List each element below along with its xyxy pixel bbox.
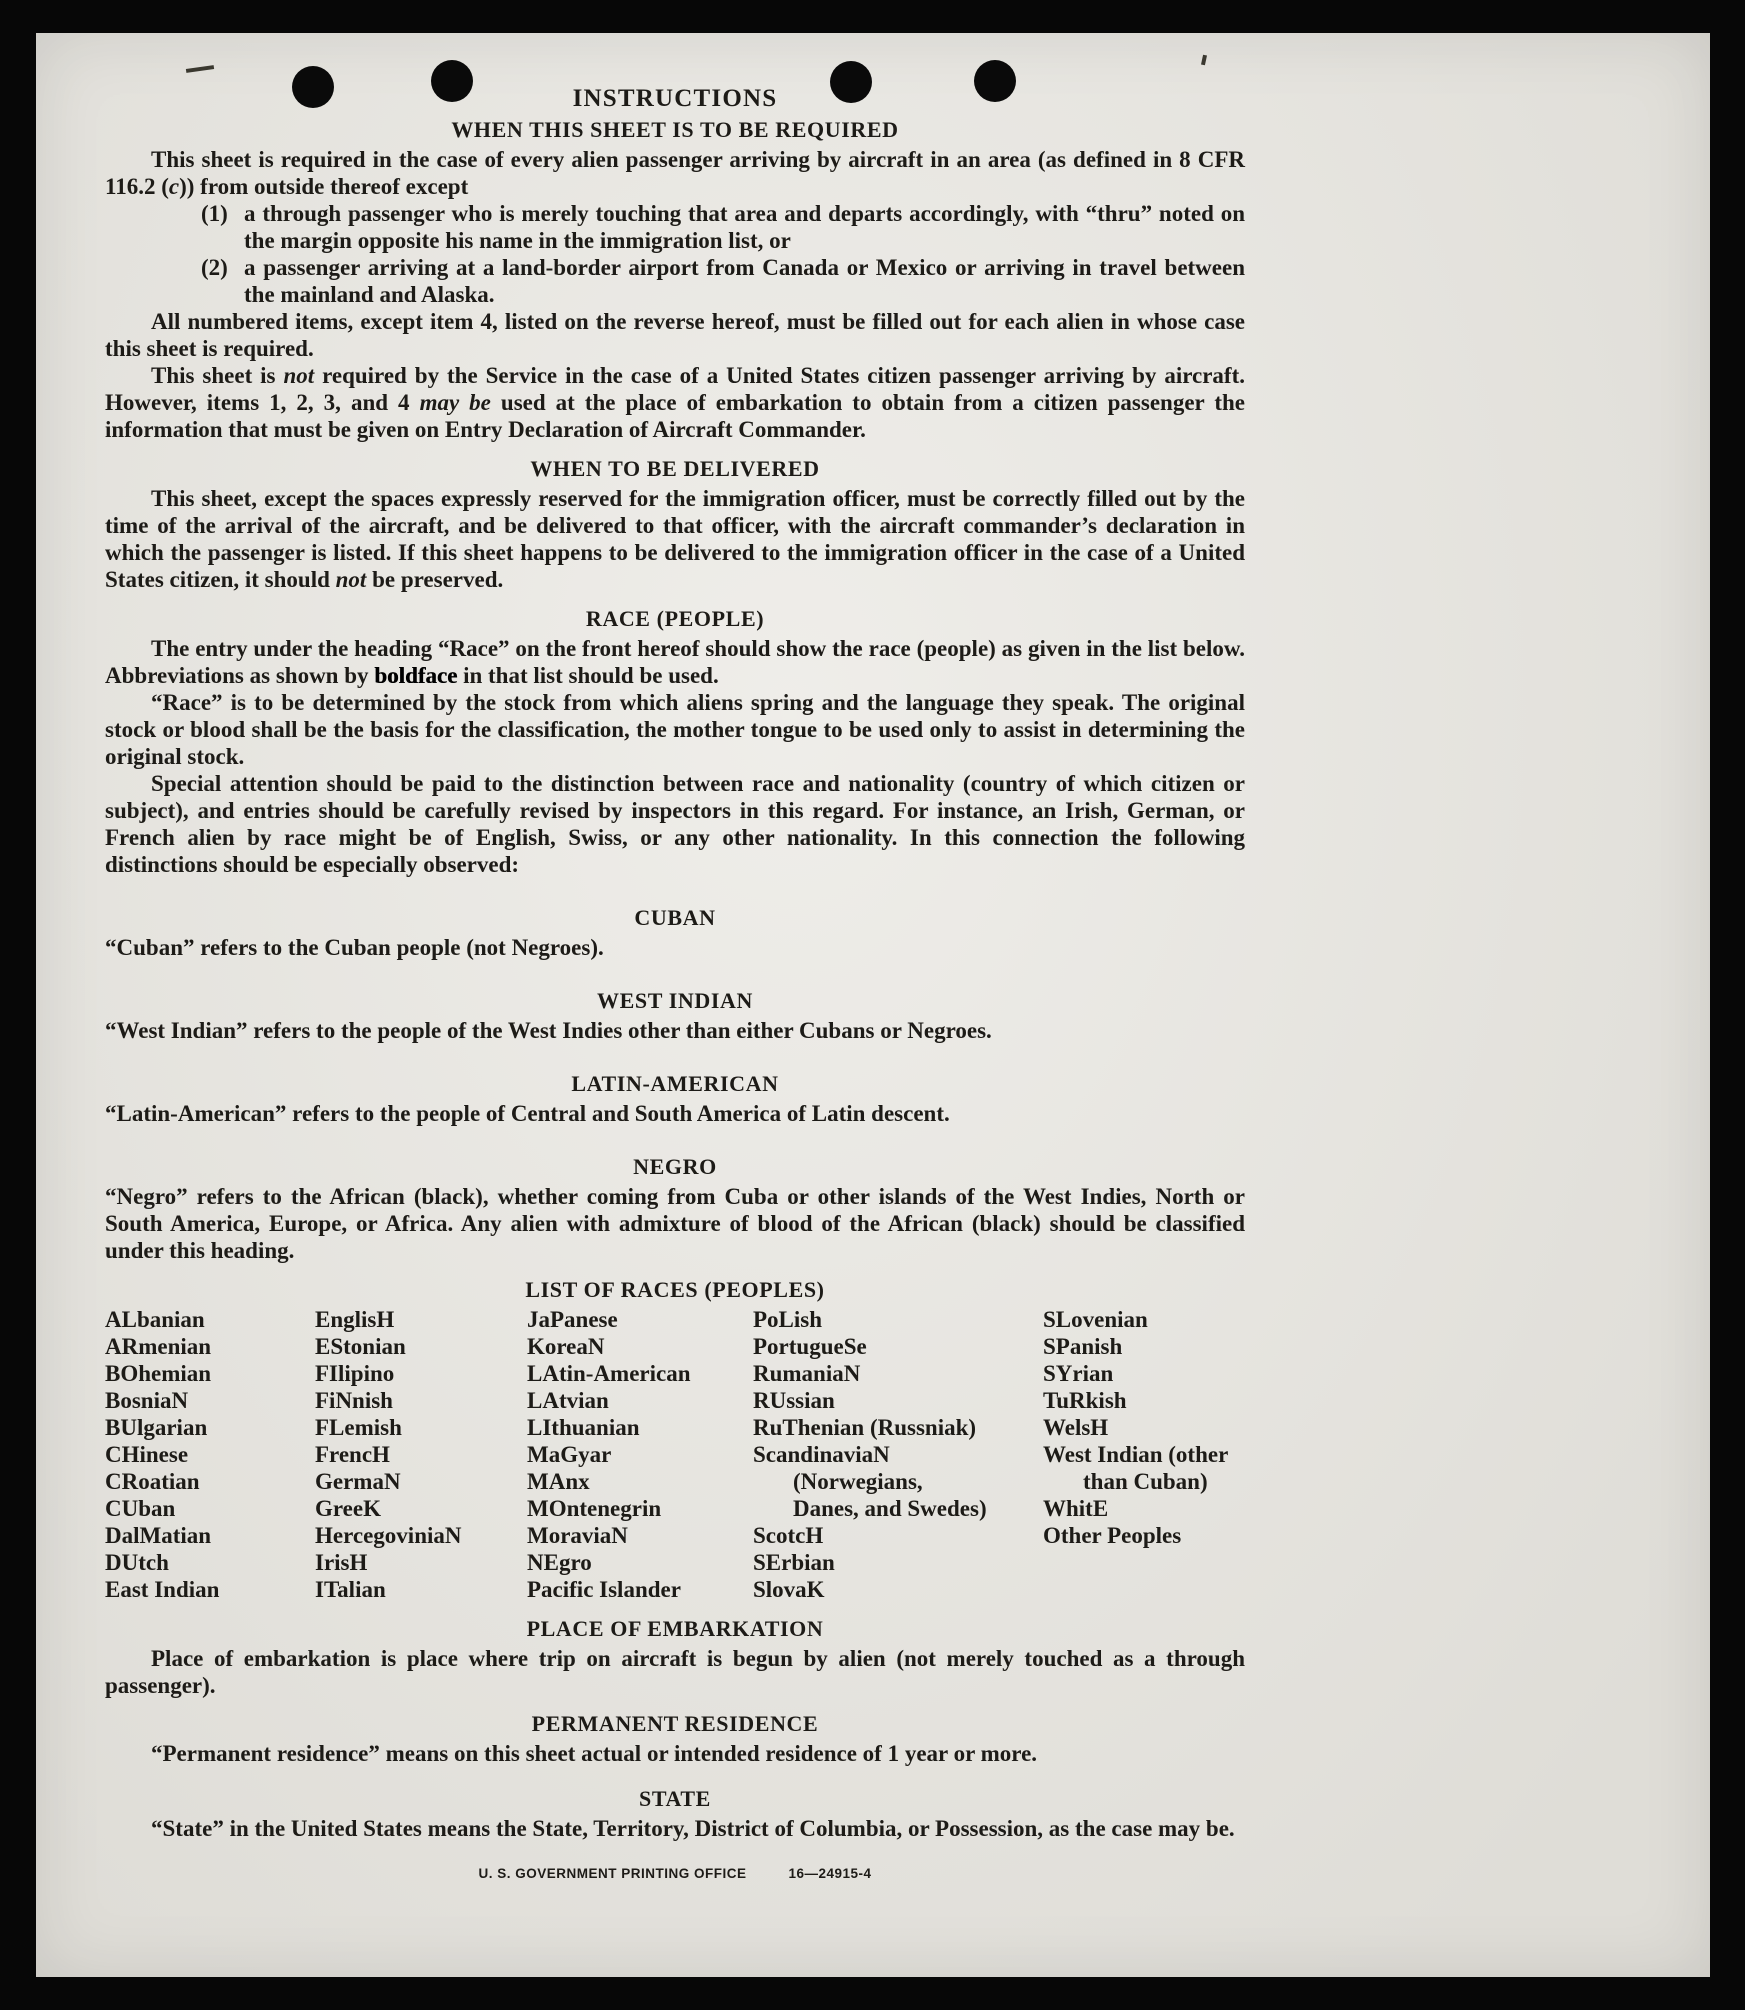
race-item: FLemish (315, 1415, 402, 1440)
footer (105, 1860, 1245, 1887)
heading-when-required: WHEN THIS SHEET IS TO BE REQUIRED (451, 117, 899, 142)
race-column-1 (105, 1306, 315, 1603)
heading-list-of-races: LIST OF RACES (PEOPLES) (525, 1277, 825, 1302)
race-item: FIlipino (315, 1361, 395, 1386)
race-item: EnglisH (315, 1307, 395, 1332)
race-item: KoreaN (527, 1334, 605, 1359)
race-item: LAtvian (527, 1388, 609, 1413)
text-run: )) from outside thereof except (179, 174, 469, 199)
race-item: ITalian (315, 1577, 386, 1602)
text-run: This sheet, except the spaces expressly reserved for the immigration officer, must be correctly filled out by the time of the arrival of the aircraft, and be delivered to that officer, with the aircraft commander’s declaration in which the passenger is listed. If this sheet happens to be delivered to the immigration officer in the case of a United States citizen, it should (105, 486, 1245, 592)
heading-race-people: RACE (PEOPLE) (585, 606, 765, 631)
race-item: SPanish (1043, 1334, 1123, 1359)
item-number: (1) (201, 201, 228, 226)
item-text: a passenger arriving at a land-border airport from Canada or Mexico or arriving in travel between the mainland and Alaska. (244, 255, 1245, 307)
paragraph-race-entry (105, 635, 1245, 689)
race-item: RUssian (753, 1388, 835, 1413)
italic-run: not (283, 363, 315, 388)
text-run: The entry under the heading “Race” on the front hereof should show the race (people) as given in the list below. Abbreviations as shown by (105, 636, 1245, 688)
page-title: INSTRUCTIONS (572, 85, 778, 112)
paragraph-required-intro (105, 146, 1245, 200)
heading-cuban: CUBAN (634, 905, 716, 930)
race-item: Other Peoples (1043, 1523, 1182, 1548)
heading-west-indian: WEST INDIAN (597, 988, 753, 1013)
paragraph-delivered (105, 485, 1245, 593)
race-item: FiNnish (315, 1388, 393, 1413)
race-item: LAtin-American (527, 1361, 691, 1386)
race-column-5 (1043, 1306, 1245, 1603)
race-item: West Indian (other than Cuban) (1043, 1442, 1228, 1494)
race-item: DalMatian (105, 1523, 212, 1548)
heading-when-delivered: WHEN TO BE DELIVERED (530, 456, 820, 481)
race-item: CRoatian (105, 1469, 200, 1494)
italic-run: may be (419, 390, 491, 415)
race-item: ScotcH (753, 1523, 824, 1548)
heading-state: STATE (639, 1786, 711, 1811)
paragraph-negro: “Negro” refers to the African (black), whether coming from Cuba or other islands of the West Indies, North or South America, Europe, or Africa. Any alien with admixture of blood of the African (black) should be classified under this heading. (105, 1184, 1245, 1263)
race-item: ScandinaviaN (Norwegians, Danes, and Swedes) (753, 1442, 987, 1521)
race-item: CUban (105, 1496, 176, 1521)
text-run: used at the place of embarkation to obtain from a citizen passenger the information that must be given on Entry Declaration of Aircraft Commander. (105, 390, 1245, 442)
printing-office-label: U. S. GOVERNMENT PRINTING OFFICE (478, 1866, 747, 1881)
text-run: be preserved. (366, 567, 504, 592)
race-list (105, 1306, 1245, 1603)
item-number: (2) (201, 255, 228, 280)
race-item: RumaniaN (753, 1361, 861, 1386)
race-column-4 (753, 1306, 1043, 1603)
race-item: PoLish (753, 1307, 823, 1332)
race-item: WelsH (1043, 1415, 1109, 1440)
race-item: SlovaK (753, 1577, 825, 1602)
paragraph-state: “State” in the United States means the State, Territory, District of Columbia, or Possession, as the case may be. (151, 1816, 1235, 1841)
document-content (105, 85, 1245, 1887)
paragraph-latin-american: “Latin-American” refers to the people of Central and South America of Latin descent. (105, 1101, 950, 1126)
race-item: TuRkish (1043, 1388, 1127, 1413)
race-item: BUlgarian (105, 1415, 208, 1440)
race-item: MOntenegrin (527, 1496, 662, 1521)
heading-embarkation: PLACE OF EMBARKATION (526, 1616, 824, 1641)
heading-latin-american: LATIN-AMERICAN (571, 1071, 779, 1096)
race-item: East Indian (105, 1577, 220, 1602)
item-text: a through passenger who is merely touching that area and departs accordingly, with “thru” noted on the margin opposite his name in the immigration list, or (244, 201, 1245, 253)
race-item: EStonian (315, 1334, 406, 1359)
race-item: ALbanian (105, 1307, 205, 1332)
document-page (36, 33, 1710, 1977)
race-item: DUtch (105, 1550, 169, 1575)
race-item: MoraviaN (527, 1523, 628, 1548)
text-run: This sheet is required in the case of every alien passenger arriving by aircraft in an area (as defined in 8 CFR 116.2 ( (105, 147, 1245, 199)
numbered-item-2 (201, 254, 1245, 308)
race-item: SErbian (753, 1550, 835, 1575)
paragraph-race-nationality: Special attention should be paid to the distinction between race and nationality (country of which citizen or subject), and entries should be carefully revised by inspectors in this regard. For instance, an Irish, German, or French alien by race might be of English, Swiss, or any other nationality. In this connection the following distinctions should be especially observed: (105, 771, 1245, 877)
paragraph-west-indian: “West Indian” refers to the people of the West Indies other than either Cubans or Negroes. (105, 1018, 992, 1043)
race-item: FrencH (315, 1442, 390, 1467)
race-item: BosniaN (105, 1388, 189, 1413)
scan-artifact (1201, 55, 1207, 66)
paragraph-embarkation: Place of embarkation is place where trip on aircraft is begun by alien (not merely touched as a through passenger). (105, 1646, 1245, 1698)
boldface-run: boldface (374, 663, 458, 688)
heading-negro: NEGRO (633, 1154, 717, 1179)
race-item: GermaN (315, 1469, 401, 1494)
race-item: JaPanese (527, 1307, 618, 1332)
paragraph-not-required (105, 362, 1245, 443)
race-item: ARmenian (105, 1334, 212, 1359)
race-item: Pacific Islander (527, 1577, 681, 1602)
race-item: LIthuanian (527, 1415, 640, 1440)
text-run: This sheet is (151, 363, 284, 388)
race-item: CHinese (105, 1442, 189, 1467)
paragraph-residence: “Permanent residence” means on this sheet actual or intended residence of 1 year or more. (151, 1741, 1038, 1766)
race-column-2 (315, 1306, 527, 1603)
race-item: PortugueSe (753, 1334, 867, 1359)
race-column-3 (527, 1306, 753, 1603)
text-run: required by the Service in the case of a United States citizen passenger arriving by aircraft. However, items 1, 2, 3, and 4 (105, 363, 1245, 415)
race-item: RuThenian (Russniak) (753, 1415, 977, 1440)
italic-run: not (335, 567, 367, 592)
paragraph-all-items: All numbered items, except item 4, listed on the reverse hereof, must be filled out for each alien in whose case this sheet is required. (105, 309, 1245, 361)
race-item: WhitE (1043, 1496, 1109, 1521)
race-item: BOhemian (105, 1361, 212, 1386)
race-item: IrisH (315, 1550, 368, 1575)
numbered-item-1 (201, 200, 1245, 254)
paragraph-race-determined: “Race” is to be determined by the stock from which aliens spring and the language they speak. The original stock or blood shall be the basis for the classification, the mother tongue to be used only to assist in determining the original stock. (105, 690, 1245, 769)
paragraph-cuban: “Cuban” refers to the Cuban people (not Negroes). (105, 935, 604, 960)
heading-residence: PERMANENT RESIDENCE (531, 1711, 819, 1736)
race-item: SYrian (1043, 1361, 1114, 1386)
race-item: MAnx (527, 1469, 590, 1494)
race-item: SLovenian (1043, 1307, 1148, 1332)
race-item: HercegoviniaN (315, 1523, 462, 1548)
race-item: NEgro (527, 1550, 592, 1575)
race-item: MaGyar (527, 1442, 612, 1467)
form-number: 16—24915-4 (788, 1866, 872, 1881)
text-run: in that list should be used. (457, 663, 719, 688)
italic-run: c (168, 174, 180, 199)
race-item: GreeK (315, 1496, 381, 1521)
scan-artifact (186, 65, 214, 73)
